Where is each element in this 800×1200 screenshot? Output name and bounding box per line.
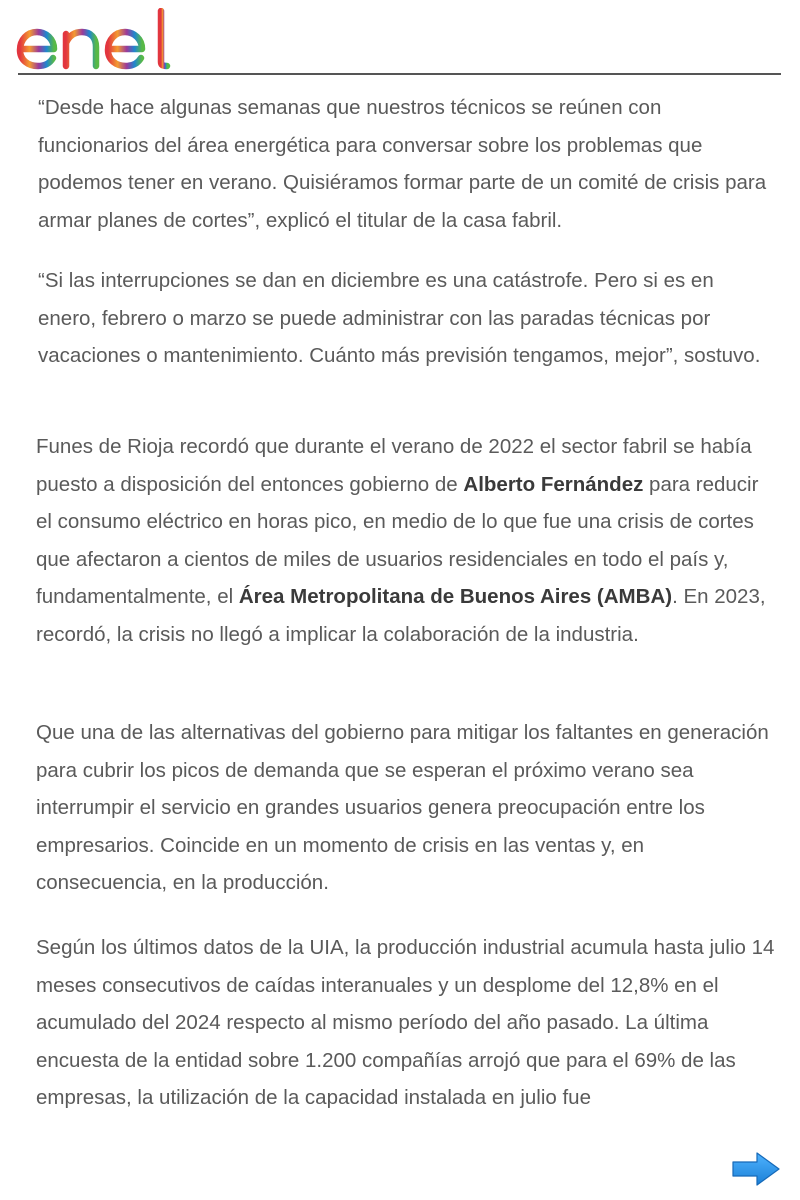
paragraph-text: . En 2023, recordó, la crisis no llegó a implicar la colaboración de la industria. (36, 585, 766, 646)
arrow-right-icon (730, 1150, 782, 1188)
bold-name-alberto-fernandez: Alberto Fernández (463, 472, 644, 496)
article-paragraph-5: Según los últimos datos de la UIA, la producción industrial acumula hasta julio 14 meses consecutivos de caídas interanuales y un desplome del 12,8% en el acumulado del 2024 respecto al mismo período del año pasado. La última encuesta de la entidad sobre 1.200 compañías arrojó que para el 69% de las empresas, la utilización de la capacidad instalada en julio fue (36, 936, 775, 1109)
article-paragraph-quote-1: “Desde hace algunas semanas que nuestros técnicos se reúnen con funcionarios del área energética para conversar sobre los problemas que podemos tener en verano. Quisiéramos formar parte de un comité de crisis para armar planes de cortes”, explicó el titular de la casa fabril. (38, 96, 767, 232)
article-paragraph-4: Que una de las alternativas del gobierno para mitigar los faltantes en generación para cubrir los picos de demanda que se esperan el próximo verano sea interrumpir el servicio en grandes usuarios genera preocupación entre los empresarios. Coincide en un momento de crisis en las ventas y, en consecuencia, en la producción. (36, 721, 769, 894)
paragraph-text: para reducir el consumo eléctrico en horas pico, en medio de lo que fue una crisis de cortes que afectaron a cientos de miles de usuarios residenciales en todo el país y, fundamentalmente, el (36, 472, 759, 608)
article-paragraph-3 (36, 428, 771, 653)
paragraph-text: Funes de Rioja recordó que durante el verano de 2022 el sector fabril se había puesto a disposición del entonces gobierno de (36, 435, 752, 496)
next-page-button[interactable] (730, 1150, 782, 1188)
bold-area-amba: Área Metropolitana de Buenos Aires (AMBA) (238, 585, 673, 608)
article-paragraph-quote-2: “Si las interrupciones se dan en diciembre es una catástrofe. Pero si es en enero, febrero o marzo se puede administrar con las paradas técnicas por vacaciones o mantenimiento. Cuánto más previsión tengamos, mejor”, sostuvo. (38, 269, 761, 367)
